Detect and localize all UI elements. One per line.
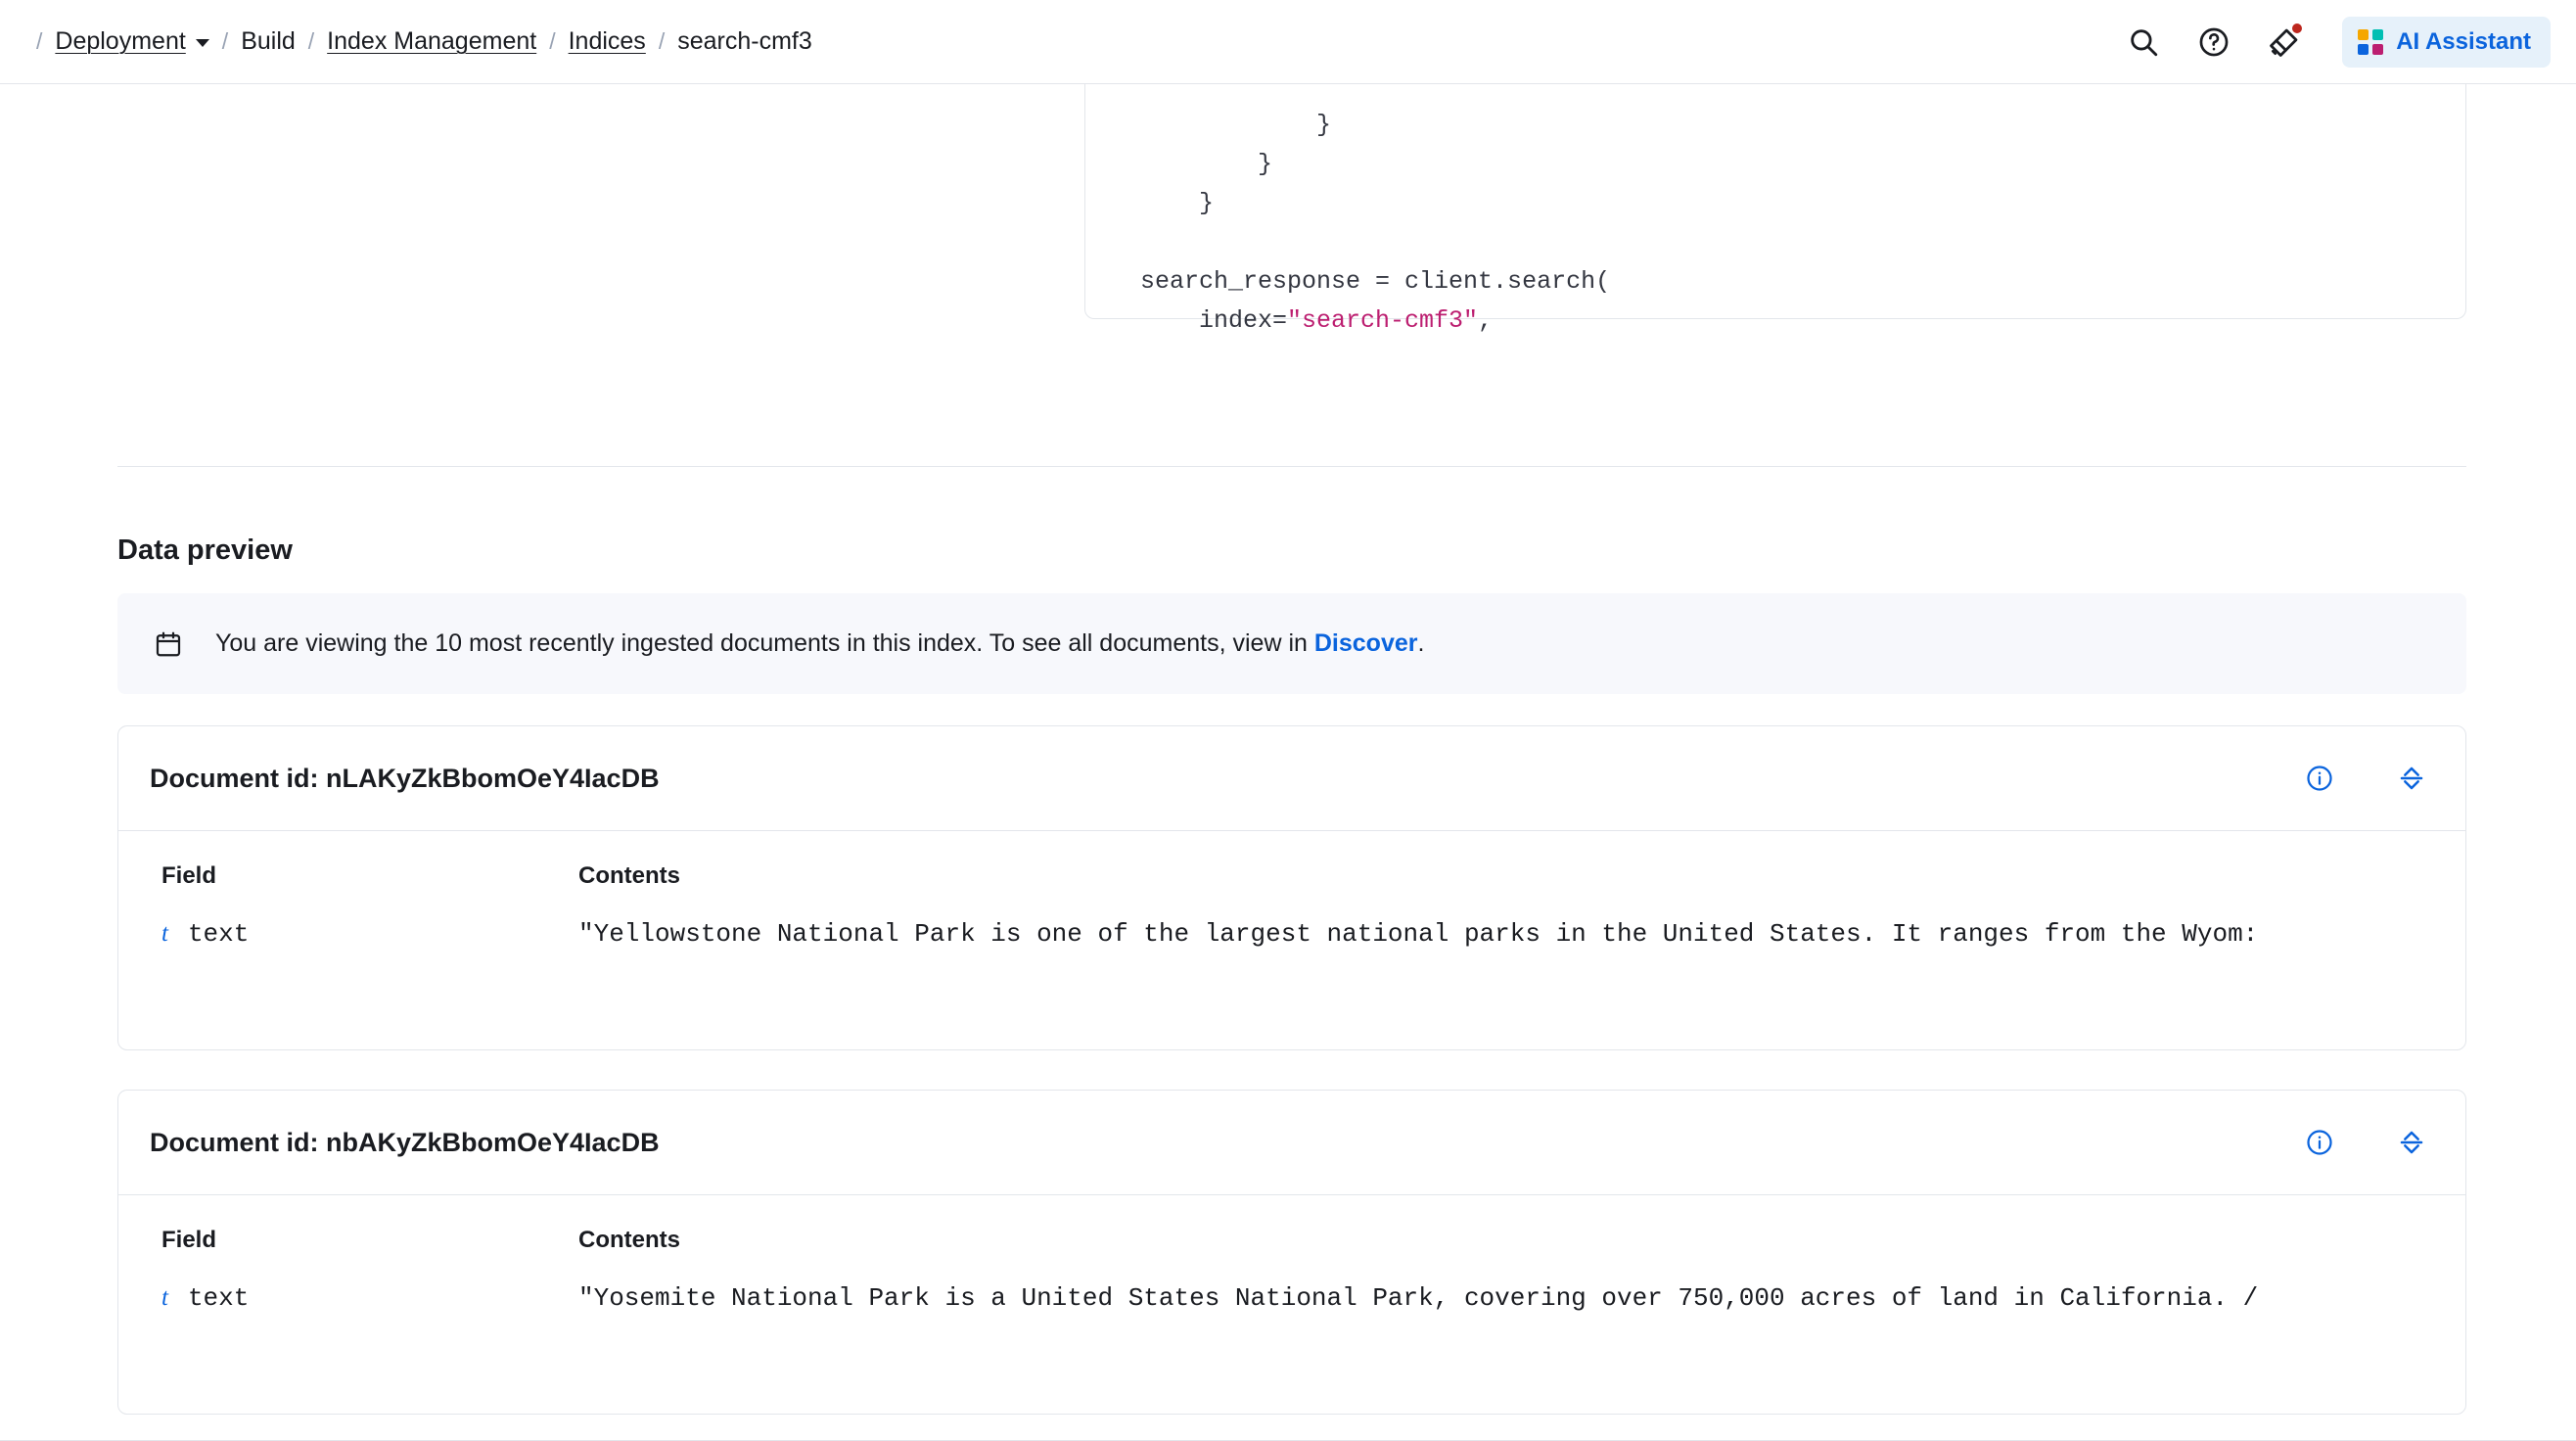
document-card-actions [2301,760,2430,797]
code-line: } [1140,150,1273,178]
megaphone-icon[interactable] [2264,22,2305,63]
callout-text-before: You are viewing the 10 most recently ingested documents in this index. To see all documents, view in [215,629,1314,657]
ai-assistant-label: AI Assistant [2396,27,2531,55]
breadcrumb-separator: / [658,28,666,54]
breadcrumb-item-indices[interactable]: Indices [568,27,646,55]
data-preview-callout [117,593,2466,694]
column-header-field: Field [161,1227,217,1253]
field-contents: "Yosemite National Park is a United States National Park, covering over 750,000 acres of land in California. / [578,1283,2259,1313]
breadcrumb-item-build[interactable]: Build [241,27,296,55]
breadcrumb-item-index-management[interactable]: Index Management [327,27,537,55]
table-header-row [118,831,2465,890]
field-contents: "Yellowstone National Park is one of the largest national parks in the United States. It ranges from the Wyom: [578,919,2259,949]
table-header-row [118,1195,2465,1254]
breadcrumb-separator: / [307,28,315,54]
expand-collapse-icon[interactable] [2393,760,2430,797]
breadcrumb-separator: / [549,28,556,54]
field-name: text [187,1283,250,1313]
field-cell [118,1283,578,1313]
breadcrumb-item-deployment-label[interactable]: Deployment [55,27,186,55]
document-card [117,725,2466,1050]
code-text: index= [1140,306,1288,335]
document-field-table [118,1195,2465,1313]
info-icon[interactable] [2301,1124,2338,1161]
breadcrumb [23,29,812,54]
table-row [118,919,2465,949]
document-card [117,1090,2466,1415]
column-header-field: Field [161,862,217,889]
document-card-actions [2301,1124,2430,1161]
callout-text-after: . [1417,629,1425,657]
document-card-header [118,726,2465,831]
text-type-icon: t [161,1284,168,1311]
search-icon[interactable] [2123,22,2164,63]
code-text: , [1478,306,1494,335]
calendar-icon [147,629,190,659]
document-id-title: Document id: nLAKyZkBbomOeY4IacDB [150,763,660,793]
ai-assistant-button[interactable] [2342,17,2551,68]
breadcrumb-separator: / [221,28,229,54]
field-name: text [187,919,250,949]
table-row [118,1283,2465,1313]
code-string-literal: "search-cmf3" [1287,306,1479,335]
code-line-blank [1085,223,2465,262]
top-navigation-actions [2123,17,2551,68]
code-line: search_response = client.search( [1140,267,1611,296]
code-line: } [1140,189,1215,217]
document-field-table [118,831,2465,949]
callout-text [215,629,1424,658]
notification-badge [2290,22,2304,35]
breadcrumb-item-deployment[interactable] [55,29,208,54]
document-id-title: Document id: nbAKyZkBbomOeY4IacDB [150,1127,660,1157]
top-navigation-bar [0,0,2576,84]
column-header-contents: Contents [578,862,680,889]
document-card-header [118,1091,2465,1195]
breadcrumb-separator: / [36,28,43,54]
help-circle-icon[interactable] [2193,22,2234,63]
field-cell [118,919,578,949]
elastic-logo-icon [2358,29,2383,55]
section-divider [117,466,2466,467]
info-icon[interactable] [2301,760,2338,797]
text-type-icon: t [161,920,168,947]
chevron-down-icon[interactable] [196,39,209,47]
code-line-index [1085,302,2465,341]
column-header-contents: Contents [578,1227,680,1253]
page-title: Data preview [117,535,293,566]
breadcrumb-item-current-index: search-cmf3 [677,27,812,55]
code-snippet-panel [1084,84,2466,335]
discover-link[interactable]: Discover [1313,629,1418,657]
code-line: } [1140,111,1332,139]
expand-collapse-icon[interactable] [2393,1124,2430,1161]
